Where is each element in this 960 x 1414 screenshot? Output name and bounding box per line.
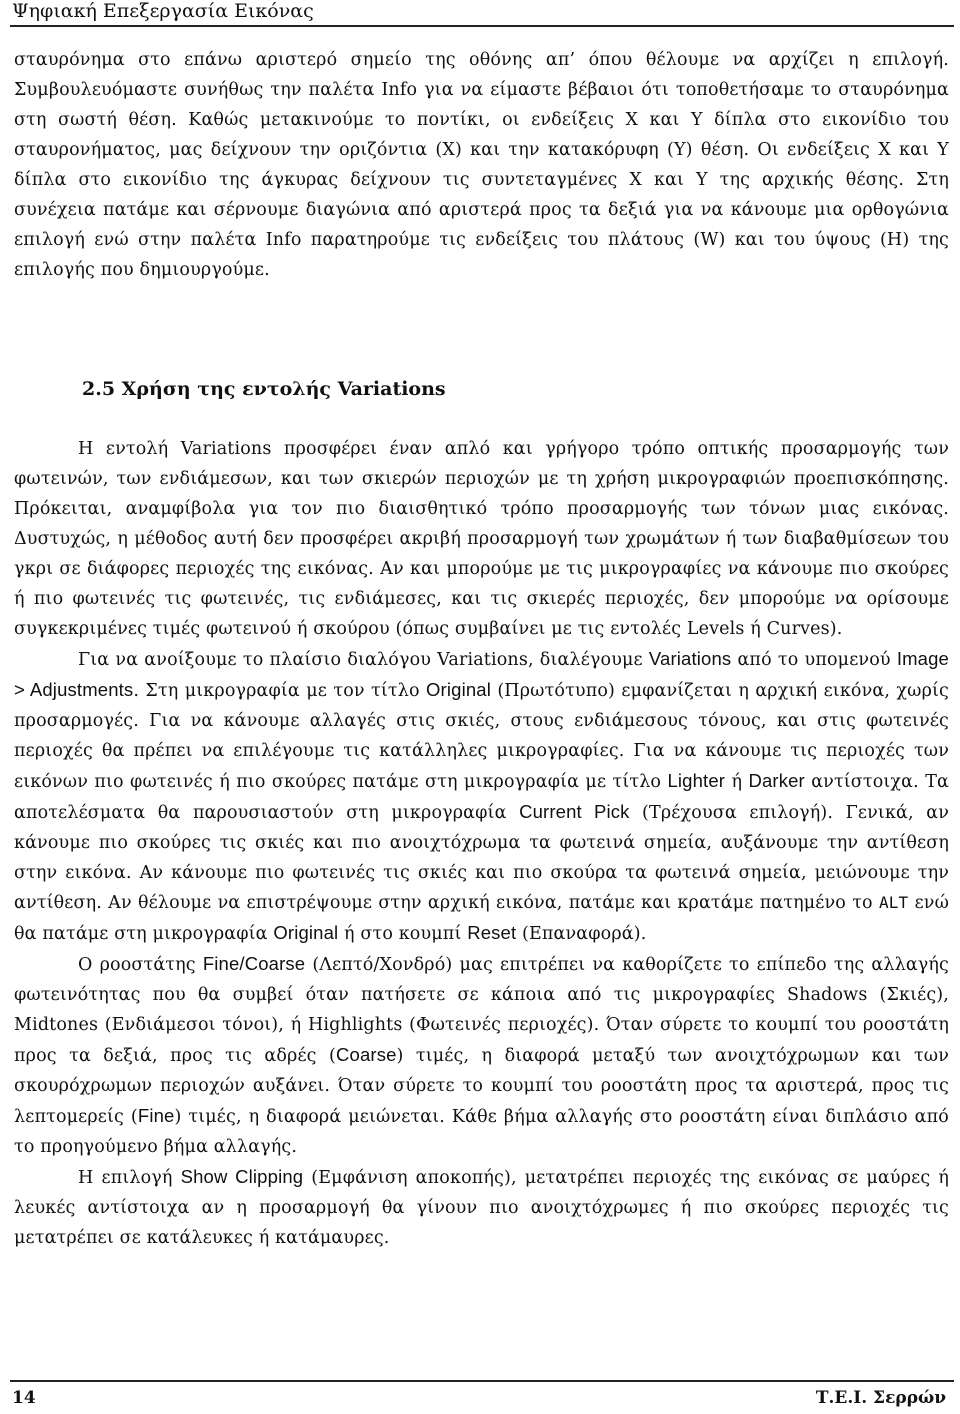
text-run: (Λεπτό/Χονδρό) μας επιτρέπει να καθορίζετε το επίπεδο της αλλαγής φωτεινότητας που θα συμβεί όταν πατήσετε σε κάποια από τις μικρογραφίες Shadows (Σκιές), Midtones (Ενδιάμεσοι τόνοι), ή Highlights (Φωτεινές περιοχές). Όταν σύρετε το κουμπί του ροοστάτη προς τα δεξιά, προς τις αδρές ( [14, 955, 949, 1066]
paragraph-variations-intro: Η εντολή Variations προσφέρει έναν απλό και γρήγορο τρόπο οπτικής προσαρμογής των φωτεινών, των ενδιάμεσων, και των σκιερών περιοχών με τη χρήση μικρογραφιών προεπισκόπησης. Πρόκειται, αναμφίβολα για τον πιο διαισθητικό τρόπο προσαρμογής των τόνων μιας εικόνας. Δυστυχώς, η μέθοδος αυτή δεν προσφέρει ακριβή προσαρμογή των χρωμάτων ή των διαβαθμίσεων του γκρι σε διάφορες περιοχές της εικόνας. Αν και μπορούμε με τις μικρογραφίες να κάνουμε πιο σκούρες ή πιο φωτεινές τις φωτεινές, τις ενδιάμεσες, και τις σκιερές περιοχές, δεν μπορούμε να ορίσουμε συγκεκριμένες τιμές φωτεινού ή σκούρου (όπως συμβαίνει με τις εντολές Levels ή Curves). [14, 439, 949, 639]
text-run: ) τιμές, η διαφορά μειώνεται. Κάθε βήμα αλλαγής στο ροοστάτη είναι διπλάσιο από το προηγούμενο βήμα αλλαγής. [14, 1107, 949, 1157]
text-run: . Στη μικρογραφία με τον τίτλο [133, 681, 427, 701]
footer-organization: Τ.Ε.Ι. Σερρών [815, 1388, 946, 1408]
command-darker: Darker [748, 770, 805, 791]
variations-section [14, 434, 949, 1253]
command-lighter: Lighter [667, 770, 726, 791]
command-show-clipping: Show Clipping [180, 1166, 304, 1187]
command-current-pick: Current Pick [519, 801, 630, 822]
command-fine: Fine [137, 1105, 175, 1126]
command-variations: Variations [648, 648, 732, 669]
text-run: Ο ροοστάτης [78, 955, 203, 975]
text-run: από το υπομενού [731, 650, 897, 670]
key-alt: ALT [878, 893, 909, 912]
text-run: ενώ θα πατάμε στη μικρογραφία [14, 893, 950, 944]
text-run: (Πρωτότυπο) εμφανίζεται η αρχική εικόνα, χωρίς προσαρμογές. Για να κάνουμε αλλαγές στις σκιές, στους ενδιάμεσους τόνους, και στις φωτεινές περιοχές θα πρέπει να επιλέγουμε τις κατάλληλες μικρογραφίες. Για να κάνουμε τις περιοχές των εικόνων πιο φωτεινές ή πιο σκούρες πατάμε στη μικρογραφία με τίτλο [14, 681, 949, 792]
command-fine-coarse: Fine/Coarse [202, 953, 306, 974]
text-run: Για να ανοίξουμε το πλαίσιο διαλόγου Variations, διαλέγουμε [78, 650, 649, 670]
text-run: αντίστοιχα. Τα αποτελέσματα θα παρουσιαστούν στη μικρογραφία [14, 772, 950, 823]
paragraph-show-clipping [14, 1162, 949, 1253]
page-number: 14 [12, 1388, 36, 1408]
command-coarse: Coarse [336, 1044, 397, 1065]
command-original-2: Original [273, 922, 339, 943]
header-divider [10, 25, 954, 27]
section-heading: 2.5 Χρήση της εντολής Variations [82, 378, 446, 400]
command-reset: Reset [467, 922, 517, 943]
command-original: Original [426, 679, 491, 700]
text-run: ) τιμές, η διαφορά μεταξύ των ανοιχτόχρωμων και των σκουρόχρωμων περιοχών αυξάνει. Όταν σύρετε το κουμπί του ροοστάτη προς τα αριστερά, προς τις λεπτομερείς ( [14, 1046, 949, 1127]
paragraph-variations-dialog [14, 644, 949, 949]
text-run: ή [725, 772, 749, 792]
intro-section [14, 45, 949, 285]
paragraph-selection-info: σταυρόνημα στο επάνω αριστερό σημείο της οθόνης απ’ όπου θέλουμε να αρχίζει η επιλογή. Συμβουλευόμαστε συνήθως την παλέτα Info για να είμαστε βέβαιοι ότι τοποθετήσαμε το σταυρόνημα στη σωστή θέση. Καθώς μετακινούμε το ποντίκι, οι ενδείξεις X και Y δίπλα στο εικονίδιο του σταυρονήματος, μας δείχνουν την οριζόντια (X) και την κατακόρυφη (Y) θέση. Οι ενδείξεις X και Y δίπλα στο εικονίδιο της άγκυρας δείχνουν τις συντεταγμένες X και Y της αρχικής θέσης. Στη συνέχεια πατάμε και σέρνουμε διαγώνια από αριστερά προς τα δεξιά για να κάνουμε μια ορθογώνια επιλογή ενώ στην παλέτα Info παρατηρούμε τις ενδείξεις του πλάτους (W) και του ύψους (H) της επιλογής που δημιουργούμε. [14, 50, 949, 280]
running-header-title: Ψηφιακή Επεξεργασία Εικόνας [12, 0, 314, 22]
text-run: ή στο κουμπί [338, 924, 468, 944]
text-run: (Εμφάνιση αποκοπής), μετατρέπει περιοχές της εικόνας σε μαύρες ή λευκές αντίστοιχα αν η προσαρμογή θα γίνουν πιο ανοιχτόχρωμες ή πιο σκούρες περιοχές τις μετατρέπει σε κατάλευκες ή κατάμαυρες. [14, 1168, 950, 1248]
paragraph-fine-coarse [14, 949, 949, 1162]
footer-divider [10, 1380, 954, 1382]
command-image-adjustments: Image > Adjustments [14, 648, 949, 700]
text-run: (Τρέχουσα επιλογή). Γενικά, αν κάνουμε πιο σκούρες τις σκιές και πιο ανοιχτόχρωμα τα φωτεινά σημεία, αυξάνουμε την αντίθεση στην εικόνα. Αν κάνουμε πιο φωτεινές τις σκιές και πιο σκούρα τα φωτεινά σημεία, μειώνουμε την αντίθεση. Αν θέλουμε να επιστρέψουμε στην αρχική εικόνα, πατάμε και κρατάμε πατημένο το [14, 803, 950, 913]
text-run: (Επαναφορά). [516, 924, 647, 944]
text-run: Η επιλογή [78, 1168, 181, 1188]
